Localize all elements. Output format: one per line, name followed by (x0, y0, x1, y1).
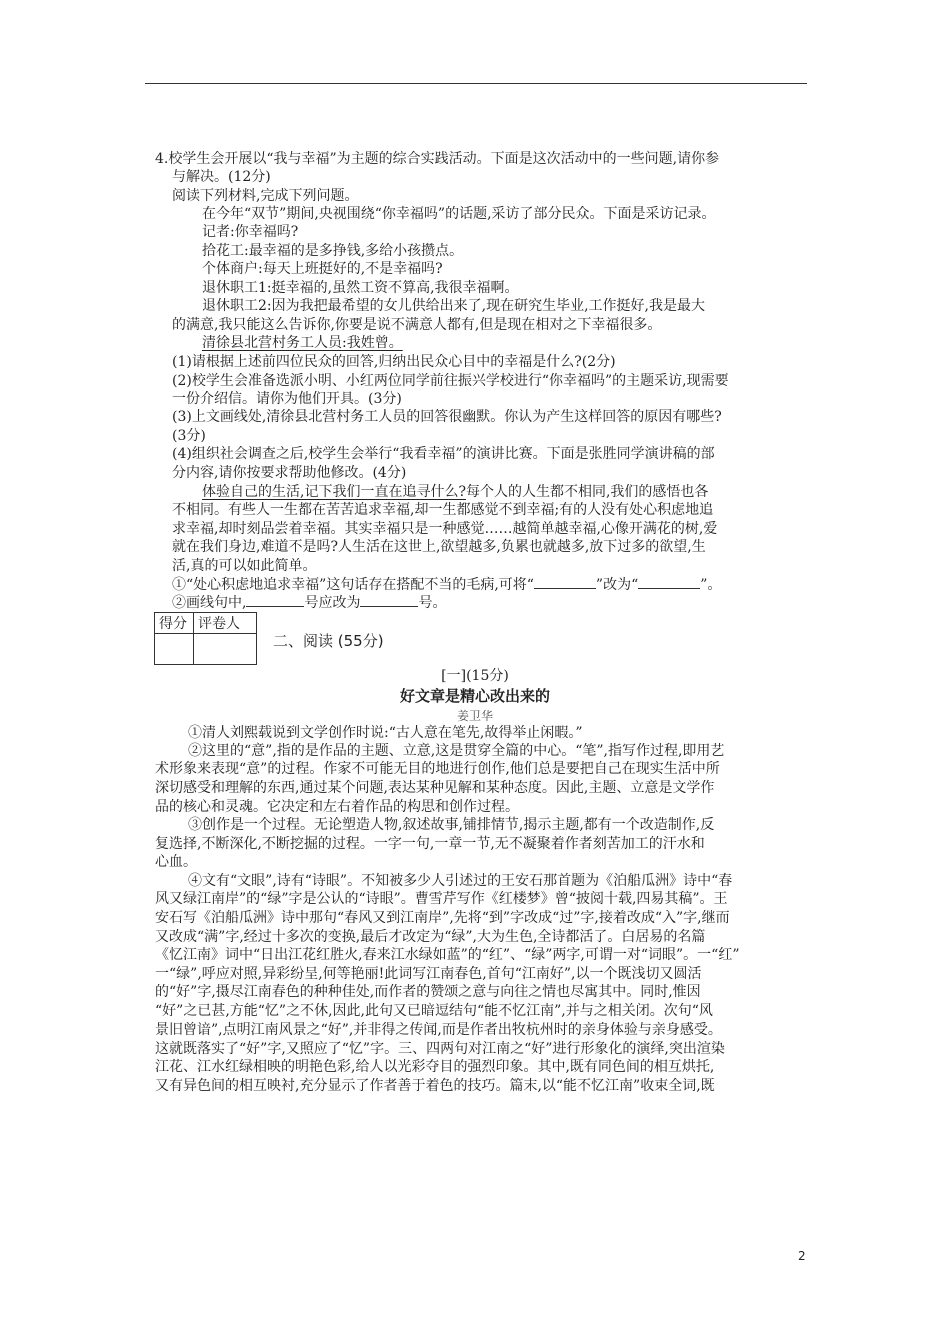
q4-stem-line2: 与解决。(12分) (172, 169, 271, 185)
article-line: 又改成“满”字,经过十多次的变换,最后才改定为“绿”,大为生色,全诗都活了。白居易的名篇 (155, 929, 706, 945)
article-line: 安石写《泊船瓜洲》诗中那句“春风又到江南岸”,先将“到”字改成“过”字,接着改成“入”字,继而 (155, 910, 730, 926)
article-line: 术形象来表现“意”的过程。作家不可能无目的地进行创作,他们总是要把自己在现实生活中所 (155, 761, 720, 777)
q4-stem-line1: 4.校学生会开展以“我与幸福”为主题的综合实践活动。下面是这次活动中的一些问题,请你参 (155, 151, 720, 167)
article-line: 复选择,不断深化,不断挖掘的过程。一字一句,一章一节,无不凝聚着作者刻苦加工的汗水和 (155, 836, 705, 852)
answer-blank[interactable] (534, 576, 596, 589)
material-line: 个体商户:每天上班挺好的,不是幸福吗? (202, 261, 443, 277)
article-line: 又有异色间的相互映衬,充分显示了作者善于着色的技巧。篇末,以“能不忆江南”收束全词,既 (155, 1078, 715, 1094)
fill-text: ”。 (700, 577, 722, 593)
material-line: 记者:你幸福吗? (202, 224, 299, 240)
fill-text: ”改为“ (595, 577, 639, 593)
material-line: 退休职工1:挺幸福的,虽然工资不算高,我很幸福啊。 (202, 280, 519, 296)
speech-line (202, 483, 708, 501)
material-line: 的满意,我只能这么告诉你,你要是说不满意人都有,但是现在相对之下幸福很多。 (172, 317, 662, 333)
header-rule (145, 83, 807, 84)
fill-text: ①“处心积虑地追求幸福”这句话存在搭配不当的毛病,可将“ (172, 577, 534, 593)
sub-question-3: (3)上文画线处,清徐县北营村务工人员的回答很幽默。你认为产生这样回答的原因有哪些? (172, 409, 722, 425)
score-header: 得分 (155, 613, 194, 634)
answer-blank[interactable] (360, 594, 418, 607)
grader-cell[interactable] (194, 634, 257, 665)
material-line: 在今年“双节”期间,央视围绕“你幸福吗”的话题,采访了部分民众。下面是采访记录。 (202, 206, 716, 222)
speech-line: 就在我们身边,难道不是吗?人生活在这世上,欲望越多,负累也就越多,放下过多的欲望,生 (172, 539, 706, 555)
score-table (154, 612, 257, 665)
score-cell[interactable] (155, 634, 194, 665)
article-line: ③创作是一个过程。无论塑造人物,叙述故事,铺排情节,揭示主题,都有一个改造制作,反 (188, 817, 715, 833)
material-line: 退休职工2:因为我把最希望的女儿供给出来了,现在研究生毕业,工作挺好,我是最大 (202, 298, 705, 314)
article-line: 这就既落实了“好”字,又照应了“忆”字。三、四两句对江南之“好”进行形象化的演绎,突出渲染 (155, 1041, 725, 1057)
speech-line: 活,真的可以如此简单。 (172, 558, 317, 574)
article-line: 风又绿江南岸”的“绿”字是公认的“诗眼”。曹雪芹写作《红楼梦》曾“披阅十载,四易其稿”。王 (155, 891, 728, 907)
answer-blank[interactable] (638, 576, 700, 589)
article-line: 品的核心和灵魂。它决定和左右着作品的构思和创作过程。 (155, 799, 519, 815)
article-line: 景旧曾谙”,点明江南风景之“好”,并非得之传闻,而是作者出牧杭州时的亲身体验与亲身感受。 (155, 1022, 722, 1038)
part-label: [一](15分) (441, 668, 509, 684)
sub-question-2: (2)校学生会准备选派小明、小红两位同学前往振兴学校进行“你幸福吗”的主题采访,现需要 (172, 373, 729, 389)
article-line: 江花、江水红绿相映的明艳色彩,给人以光彩夺目的强烈印象。其中,既有同色间的相互烘托, (155, 1059, 715, 1075)
grader-header: 评卷人 (194, 613, 257, 634)
speech-line: 不相同。有些人一生都在苦苦追求幸福,却一生都感觉不到幸福;有的人没有处心积虑地追 (172, 502, 714, 518)
fill-question-2 (172, 594, 446, 612)
speech-line: 求幸福,却时刻品尝着幸福。其实幸福只是一种感觉……越简单越幸福,心像开满花的树,爱 (172, 521, 718, 537)
sub-question-2-cont: 一份介绍信。请你为他们开具。(3分) (172, 391, 402, 407)
sub-question-4-cont: 分内容,请你按要求帮助他修改。(4分) (172, 465, 407, 481)
underlined-answer: 清徐县北营村务工人员:我姓曾。 (202, 335, 403, 351)
fill-text: 号应改为 (304, 595, 361, 611)
article-line: 心血。 (155, 854, 197, 870)
article-title: 好文章是精心改出来的 (399, 687, 550, 705)
speech-text: 每个人的人生都不相同,我们的感悟也各 (465, 484, 709, 500)
sub-question-3-cont: (3分) (172, 428, 206, 444)
fill-question-1 (172, 576, 721, 594)
article-line: 深切感受和理解的东西,通过某个问题,表达某种见解和某种态度。因此,主题、立意是文学作 (155, 780, 715, 796)
q4-intro: 阅读下列材料,完成下列问题。 (172, 188, 359, 204)
article-line: ①清人刘熙载说到文学创作时说:“古人意在笔先,故得举止闲暇。” (188, 725, 583, 741)
article-line: ④文有“文眼”,诗有“诗眼”。不知被多少人引述过的王安石那首题为《泊船瓜洲》诗中“春 (188, 873, 733, 889)
answer-blank[interactable] (246, 594, 304, 607)
page-number: 2 (798, 1249, 806, 1263)
article-line: 一“绿”,呼应对照,异彩纷呈,何等艳丽!此词写江南春色,首句“江南好”,以一个既浅切又圆活 (155, 966, 702, 982)
section-heading: 二、阅读 (55分) (273, 632, 384, 650)
article-line: ②这里的“意”,指的是作品的主题、立意,这是贯穿全篇的中心。“笔”,指写作过程,即用艺 (188, 743, 725, 759)
fill-text: 号。 (418, 595, 447, 611)
speech-underlined-sentence: 体验自己的生活,记下我们一直在追寻什么? (202, 484, 466, 500)
article-line: “好”之已甚,方能“忆”之不休,因此,此句又已暗逗结句“能不忆江南”,并与之相关闭。次句“风 (155, 1003, 713, 1019)
fill-text: ②画线句中, (172, 595, 247, 611)
article-line: 的“好”字,摄尽江南春色的种种佳处,而作者的赞颂之意与向往之情也尽寓其中。同时,惟因 (155, 984, 701, 1000)
material-line: 拾花工:最幸福的是多挣钱,多给小孩攒点。 (202, 243, 464, 259)
sub-question-4: (4)组织社会调查之后,校学生会举行“我看幸福”的演讲比赛。下面是张胜同学演讲稿的部 (172, 446, 715, 462)
sub-question-1: (1)请根据上述前四位民众的回答,归纳出民众心目中的幸福是什么?(2分) (172, 354, 616, 370)
article-author: 姜卫华 (456, 709, 493, 723)
article-line: 《忆江南》词中“日出江花红胜火,春来江水绿如蓝”的“红”、“绿”两字,可谓一对“词眼”。一“红” (155, 947, 740, 963)
